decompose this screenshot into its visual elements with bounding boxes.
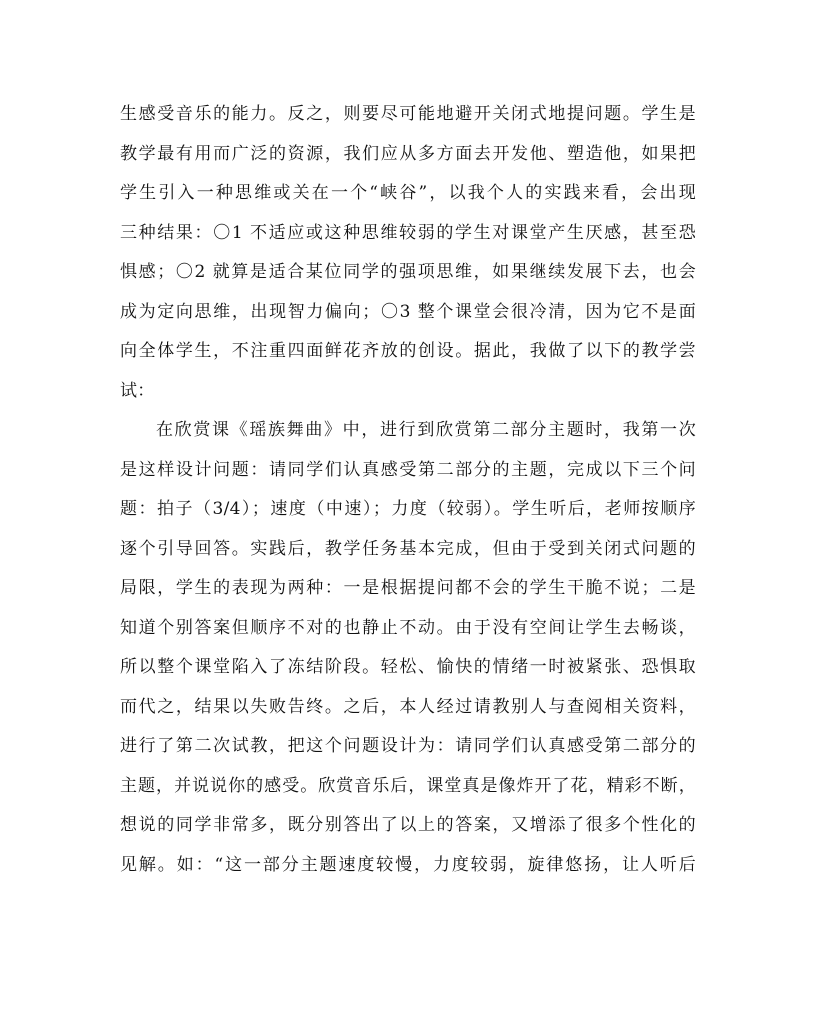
- text-line: 学生引入一种思维或关在一个“峡谷”，以我个人的实践来看，会出现: [120, 183, 696, 203]
- text-line: 生感受音乐的能力。反之，则要尽可能地避开关闭式地提问题。学生是: [120, 104, 696, 124]
- text-line: 所以整个课堂陷入了冻结阶段。轻松、愉快的情绪一时被紧张、恐惧取: [120, 657, 696, 677]
- text-line: 三种结果：〇1 不适应或这种思维较弱的学生对课堂产生厌感，甚至恐: [120, 222, 696, 243]
- document-page: [120, 95, 696, 885]
- paragraph-1: [120, 95, 696, 411]
- text-line: 向全体学生，不注重四面鲜花齐放的创设。据此，我做了以下的教学尝: [120, 341, 696, 361]
- text-line: 成为定向思维，出现智力偏向；〇3 整个课堂会很冷清，因为它不是面: [120, 301, 696, 322]
- text-line: 试：: [120, 380, 155, 401]
- text-line: 题：拍子（3/4）；速度（中速）；力度（较弱）。学生听后，老师按顺序: [120, 499, 696, 519]
- text-line: 知道个别答案但顺序不对的也静止不动。由于没有空间让学生去畅谈，: [120, 617, 696, 638]
- text-line: 主题，并说说你的感受。欣赏音乐后，课堂真是像炸开了花，精彩不断，: [120, 775, 696, 796]
- text-line: 教学最有用而广泛的资源，我们应从多方面去开发他、塑造他，如果把: [120, 143, 696, 164]
- paragraph-2: [120, 411, 696, 885]
- text-line: 在欣赏课《瑶族舞曲》中，进行到欣赏第二部分主题时，我第一次: [156, 420, 696, 440]
- text-line: 而代之，结果以失败告终。之后，本人经过请教别人与查阅相关资料，: [120, 696, 696, 717]
- text-line: 惧感；〇2 就算是适合某位同学的强项思维，如果继续发展下去，也会: [120, 262, 696, 282]
- text-line: 想说的同学非常多，既分别答出了以上的答案，又增添了很多个性化的: [120, 815, 696, 835]
- text-line: 局限，学生的表现为两种：一是根据提问都不会的学生干脆不说；二是: [120, 578, 696, 598]
- text-line: 是这样设计问题：请同学们认真感受第二部分的主题，完成以下三个问: [120, 459, 696, 480]
- text-line: 逐个引导回答。实践后，教学任务基本完成，但由于受到关闭式问题的: [120, 538, 696, 559]
- text-line: 见解。如：“这一部分主题速度较慢，力度较弱，旋律悠扬，让人听后: [120, 854, 696, 875]
- text-line: 进行了第二次试教，把这个问题设计为：请同学们认真感受第二部分的: [120, 736, 696, 756]
